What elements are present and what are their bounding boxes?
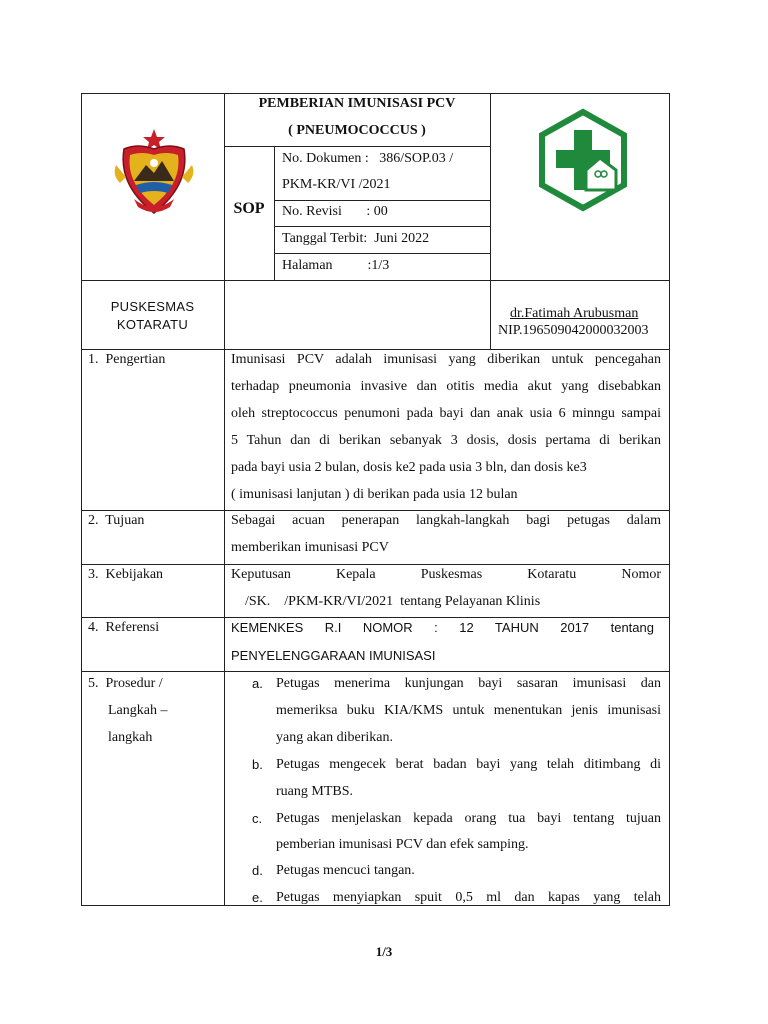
grid-line: [274, 253, 490, 254]
grid-line: [274, 200, 490, 201]
reference-line: KEMENKES R.I NOMOR : 12 TAHUN 2017 tentang: [231, 620, 654, 635]
signer-nip: NIP.196509042000032003: [498, 323, 649, 338]
grid-line: [81, 280, 670, 281]
regency-emblem-icon: [110, 125, 198, 217]
sop-label: SOP: [233, 200, 265, 217]
definition-line: Imunisasi PCV adalah imunisasi yang diberikan untuk pencegahan: [231, 352, 661, 367]
step-marker: b.: [252, 757, 263, 772]
signer-name: dr.Fatimah Arubusman: [510, 306, 639, 321]
step-line: Petugas menyiapkan spuit 0,5 ml dan kapas yang telah: [276, 890, 661, 905]
policy-line: Keputusan Kepala Puskesmas Kotaratu Nomor: [231, 567, 661, 582]
definition-line: 5 Tahun dan di berikan sebanyak 3 dosis, dosis pertama di berikan: [231, 433, 661, 448]
step-line: Petugas mengecek berat badan bayi yang telah ditimbang di: [276, 757, 661, 772]
row-label-prosedur: langkah: [108, 730, 153, 745]
definition-line: ( imunisasi lanjutan ) di berikan pada usia 12 bulan: [231, 487, 518, 502]
document-subtitle: ( PNEUMOCOCCUS ): [288, 123, 426, 138]
definition-line: pada bayi usia 2 bulan, dosis ke2 pada usia 3 bln, dan dosis ke3: [231, 460, 587, 475]
step-marker: e.: [252, 890, 263, 905]
policy-line: /SK. /PKM-KR/VI/2021 tentang Pelayanan Klinis: [231, 594, 541, 609]
step-marker: c.: [252, 811, 263, 826]
definition-line: oleh streptococcus penumoni pada bayi dan anak usia 6 minngu sampai: [231, 406, 661, 421]
row-label-prosedur: 5. Prosedur /: [88, 676, 163, 691]
page-number: 1/3: [375, 944, 393, 959]
grid-line: [274, 226, 490, 227]
revision-number: No. Revisi : 00: [282, 204, 388, 219]
reference-line: PENYELENGGARAAN IMUNISASI: [231, 648, 436, 663]
row-label-kebijakan: 3. Kebijakan: [88, 567, 164, 582]
grid-line: [274, 146, 275, 280]
step-line: Petugas mencuci tangan.: [276, 863, 415, 878]
step-line: memeriksa buku KIA/KMS untuk menentukan jenis imunisasi: [276, 703, 661, 718]
document-number-line2: PKM-KR/VI /2021: [282, 177, 391, 192]
row-label-referensi: 4. Referensi: [88, 620, 160, 635]
row-label-pengertian: 1. Pengertian: [88, 352, 166, 367]
puskesmas-logo-icon: [538, 108, 628, 214]
definition-line: terhadap pneumonia invasive dan otitis media akut yang disebabkan: [231, 379, 661, 394]
step-line: pemberian imunisasi PCV dan efek samping.: [276, 837, 529, 852]
step-line: ruang MTBS.: [276, 784, 353, 799]
step-marker: d.: [252, 863, 263, 878]
organization-name-line1: PUSKESMAS: [110, 299, 195, 314]
step-marker: a.: [252, 676, 263, 691]
purpose-line: memberikan imunisasi PCV: [231, 540, 389, 555]
step-line: yang akan diberikan.: [276, 730, 394, 745]
organization-name-line2: KOTARATU: [116, 317, 189, 332]
document-number-line1: No. Dokumen : 386/SOP.03 /: [282, 151, 454, 166]
row-label-tujuan: 2. Tujuan: [88, 513, 145, 528]
issue-date: Tanggal Terbit: Juni 2022: [282, 231, 430, 246]
step-line: Petugas menerima kunjungan bayi sasaran imunisasi dan: [276, 676, 661, 691]
grid-line: [224, 146, 490, 147]
row-label-prosedur: Langkah –: [108, 703, 168, 718]
purpose-line: Sebagai acuan penerapan langkah-langkah bagi petugas dalam: [231, 513, 661, 528]
step-line: Petugas menjelaskan kepada orang tua bayi tentang tujuan: [276, 811, 661, 826]
document-title: PEMBERIAN IMUNISASI PCV: [258, 96, 456, 111]
grid-line: [490, 93, 491, 349]
page-count: Halaman :1/3: [282, 258, 390, 273]
